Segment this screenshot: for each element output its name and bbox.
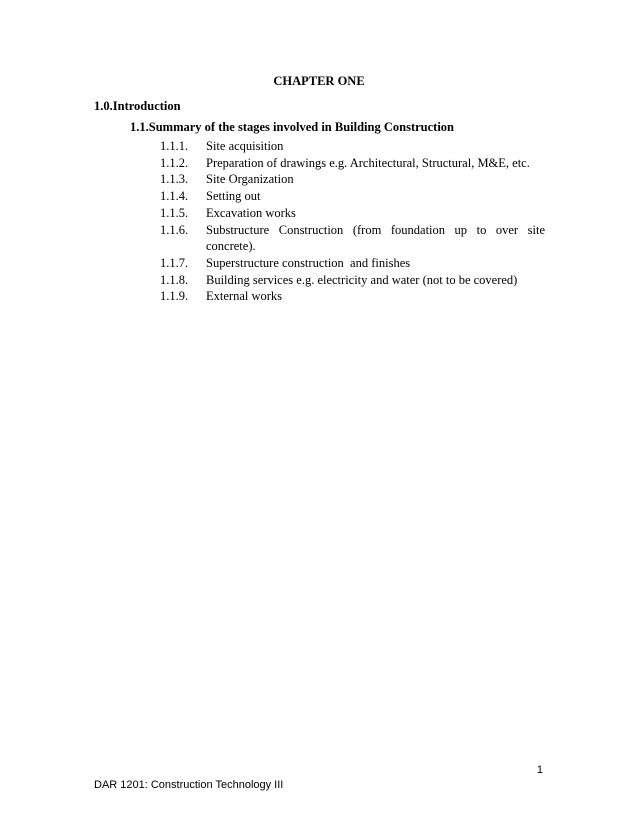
list-item <box>160 272 545 289</box>
list-item <box>160 171 545 188</box>
list-item-number: 1.1.8. <box>160 272 189 287</box>
list-item <box>160 188 545 205</box>
list-item-number: 1.1.7. <box>160 255 189 270</box>
list-item <box>160 255 545 272</box>
section-heading <box>94 99 181 114</box>
list-item-text: Excavation works <box>206 205 296 220</box>
list-item <box>160 205 545 222</box>
list-item-text: Substructure Construction (from foundation up to over site <box>206 222 545 237</box>
list-item-text: Site Organization <box>206 172 294 187</box>
list-item-text: Setting out <box>206 189 261 204</box>
list-item-number: 1.1.9. <box>160 289 189 304</box>
list-item <box>160 222 545 239</box>
list-item-number: 1.1.4. <box>160 189 189 204</box>
list-item <box>160 288 545 305</box>
page-footer: DAR 1201: Construction Technology III <box>94 779 284 791</box>
list-item-number: 1.1.1. <box>160 139 189 153</box>
stages-list <box>160 138 545 305</box>
list-item-text: Site acquisition <box>206 139 284 153</box>
list-item-continuation: concrete). <box>206 239 256 254</box>
subsection-heading <box>130 120 454 135</box>
list-item <box>160 155 545 172</box>
page-number: 1 <box>536 764 543 776</box>
chapter-title: CHAPTER ONE <box>273 74 365 88</box>
subsection-number: 1.1. <box>130 120 149 134</box>
list-item-text: Building services e.g. electricity and water (not to be covered) <box>206 272 518 287</box>
list-item <box>160 138 545 155</box>
section-title: Introduction <box>112 99 181 113</box>
list-item-number: 1.1.3. <box>160 172 189 187</box>
list-item-text: Preparation of drawings e.g. Architectural, Structural, M&E, etc. <box>206 155 530 170</box>
list-item-number: 1.1.2. <box>160 155 189 170</box>
subsection-title: Summary of the stages involved in Building Construction <box>148 120 454 134</box>
section-number: 1.0. <box>94 99 113 113</box>
list-item-text: External works <box>206 289 283 304</box>
list-item-number: 1.1.6. <box>160 222 189 237</box>
list-item-number: 1.1.5. <box>160 205 189 220</box>
list-item-text: Superstructure construction and finishes <box>206 255 411 270</box>
